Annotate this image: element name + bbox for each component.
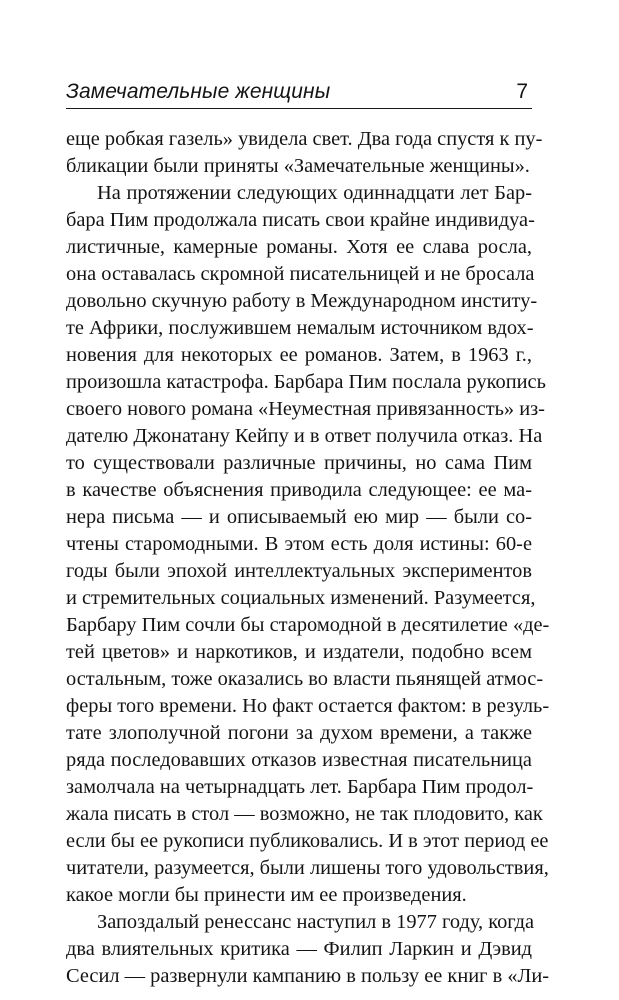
text-line: Сесил — развернули кампанию в пользу ее книг в «Ли- [66, 965, 550, 987]
text-line: еще робкая газель» увидела свет. Два года спустя к пу- [66, 128, 543, 150]
page-number: 7 [516, 80, 528, 103]
text-line: замолчала на четырнадцать лет. Барбара Пим продол- [66, 776, 534, 798]
text-line: те Африки, послужившем немалым источником вдох- [66, 317, 534, 339]
text-line: жала писать в стол — возможно, не так плодовито, как [66, 803, 543, 825]
text-line: бара Пим продолжала писать свои крайне индивидуа- [66, 209, 535, 231]
text-line: Барбару Пим сочли бы старомодной в десятилетие «де- [66, 614, 550, 636]
header-rule [66, 108, 532, 109]
text-line: она оставалась скромной писательницей и не бросала [66, 263, 535, 285]
text-line: два влиятельных критика — Филип Ларкин и Дэвид [66, 938, 532, 960]
text-line: довольно скучную работу в Международном институ- [66, 290, 538, 312]
text-line: тей цветов» и наркотиков, и издатели, подобно всем [66, 641, 532, 663]
text-line: феры того времени. Но факт остается фактом: в резуль- [66, 695, 550, 717]
running-header [66, 79, 532, 105]
text-line: годы были эпохой интеллектуальных экспериментов [66, 560, 532, 582]
text-line: читатели, разумеется, были лишены того удовольствия, [66, 857, 549, 879]
text-line: если бы ее рукописи публиковались. И в этот период ее [66, 830, 549, 852]
paragraph-first-line: Запоздалый ренессанс наступил в 1977 году, когда [97, 911, 535, 933]
text-line: чтены старомодными. В этом есть доля истины: 60-е [66, 533, 532, 555]
text-line: произошла катастрофа. Барбара Пим послала рукопись [66, 371, 546, 393]
body-text [66, 126, 550, 990]
text-line: и стремительных социальных изменений. Разумеется, [66, 587, 536, 609]
text-line: листичные, камерные романы. Хотя ее слава росла, [66, 236, 532, 258]
text-line: в качестве объяснения приводила следующее: ее ма- [66, 479, 532, 501]
text-line: ряда последовавших отказов известная писательница [66, 749, 532, 771]
text-line: нера письма — и описываемый ею мир — были со- [66, 506, 532, 528]
text-line: новения для некоторых ее романов. Затем, в 1963 г., [66, 344, 532, 366]
paragraph-first-line: На протяжении следующих одиннадцати лет Бар- [97, 182, 532, 204]
text-line: своего нового романа «Неуместная привязанность» из- [66, 398, 545, 420]
text-line: тате злополучной погони за духом времени, а также [66, 722, 532, 744]
text-line: какое могли бы принести им ее произведения. [66, 884, 467, 906]
text-line: остальным, тоже оказались во власти пьянящей атмос- [66, 668, 544, 690]
text-line: бликации были приняты «Замечательные женщины». [66, 155, 530, 177]
running-title: Замечательные женщины [66, 80, 331, 103]
text-line: то существовали различные причины, но сама Пим [66, 452, 532, 474]
text-line: дателю Джонатану Кейпу и в ответ получила отказ. На [66, 425, 543, 447]
